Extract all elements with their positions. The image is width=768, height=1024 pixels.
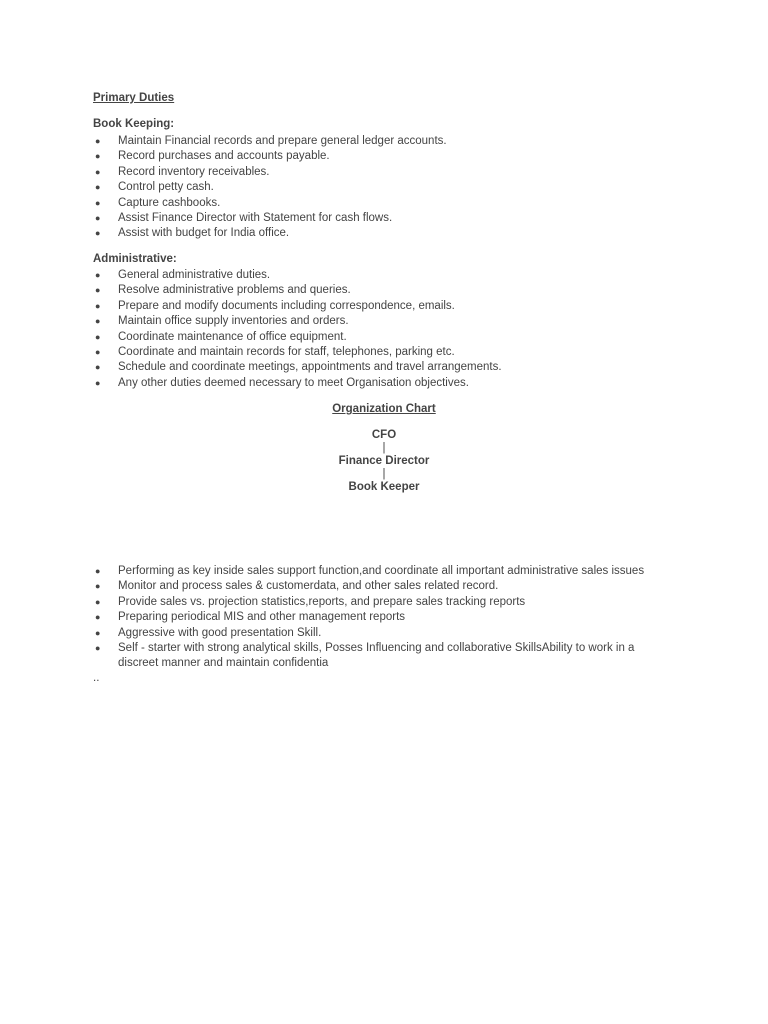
administrative-list — [93, 268, 653, 391]
bullet-icon: ● — [95, 213, 101, 224]
primary-duties-heading: Primary Duties — [93, 92, 175, 104]
bullet-icon: ● — [95, 285, 101, 296]
bullet-icon: ● — [95, 182, 101, 193]
bullet-icon: ● — [95, 136, 101, 146]
bullet-icon: ● — [95, 377, 101, 388]
list-item: ● Maintain office supply inventories and orders. — [93, 314, 653, 329]
administrative-heading: Administrative: — [93, 253, 177, 265]
list-item: ● Prepare and modify documents including correspondence, emails. — [93, 299, 653, 314]
bullet-icon: ● — [95, 270, 101, 280]
list-item: ● Schedule and coordinate meetings, appointments and travel arrangements. — [93, 360, 653, 375]
list-item: ● Provide sales vs. projection statistics,reports, and prepare sales tracking reports — [93, 595, 673, 610]
bullet-icon: ● — [95, 151, 101, 162]
list-item: ● Coordinate and maintain records for staff, telephones, parking etc. — [93, 345, 653, 360]
org-connector: | — [382, 468, 386, 480]
list-item: ● Any other duties deemed necessary to meet Organisation objectives. — [93, 376, 653, 391]
bullet-icon: ● — [95, 362, 101, 373]
book-keeping-list — [93, 134, 653, 242]
bullet-icon: ● — [95, 596, 101, 607]
bullet-icon: ● — [95, 316, 101, 327]
list-item: ● Coordinate maintenance of office equipment. — [93, 330, 653, 345]
list-item: ● Record purchases and accounts payable. — [93, 149, 653, 164]
bullet-icon: ● — [95, 347, 101, 358]
list-item: ● Record inventory receivables. — [93, 165, 653, 180]
list-item: ● Resolve administrative problems and queries. — [93, 283, 653, 298]
list-item: ● Performing as key inside sales support function,and coordinate all important administrative sales issues — [93, 564, 673, 579]
list-item: ● Maintain Financial records and prepare general ledger accounts. — [93, 134, 653, 149]
list-item: ● Aggressive with good presentation Skill. — [93, 626, 673, 641]
list-item: ● Assist with budget for India office. — [93, 226, 653, 241]
list-item: ● General administrative duties. — [93, 268, 653, 283]
bullet-icon: ● — [95, 643, 101, 654]
bullet-icon: ● — [95, 228, 101, 239]
bullet-icon: ● — [95, 627, 101, 638]
org-node-book-keeper: Book Keeper — [348, 481, 420, 493]
org-chart-title: Organization Chart — [332, 403, 436, 415]
org-node-cfo: CFO — [371, 429, 397, 441]
trailing-text: .. — [93, 672, 100, 684]
list-item: ● Control petty cash. — [93, 180, 653, 195]
bullet-icon: ● — [95, 612, 101, 623]
list-item: ● Self - starter with strong analytical skills, Posses Influencing and collaborative SkillsAbility to work in a discreet manner and maintain confidentia — [95, 642, 635, 670]
list-item: ● Capture cashbooks. — [93, 196, 653, 211]
list-item: ● Monitor and process sales & customerdata, and other sales related record. — [93, 579, 673, 594]
bullet-icon: ● — [95, 581, 101, 592]
list-item: ● Preparing periodical MIS and other management reports — [93, 610, 673, 625]
org-node-finance-director: Finance Director — [338, 455, 430, 467]
bullet-icon: ● — [95, 331, 101, 342]
organization-chart — [284, 403, 484, 494]
sales-duties-list — [93, 564, 673, 672]
bullet-icon: ● — [95, 197, 101, 208]
list-item: ● Assist Finance Director with Statement for cash flows. — [93, 211, 653, 226]
book-keeping-heading: Book Keeping: — [93, 118, 175, 130]
org-connector: | — [382, 442, 386, 454]
bullet-icon: ● — [95, 166, 101, 177]
bullet-icon: ● — [95, 566, 101, 576]
bullet-icon: ● — [95, 300, 101, 311]
